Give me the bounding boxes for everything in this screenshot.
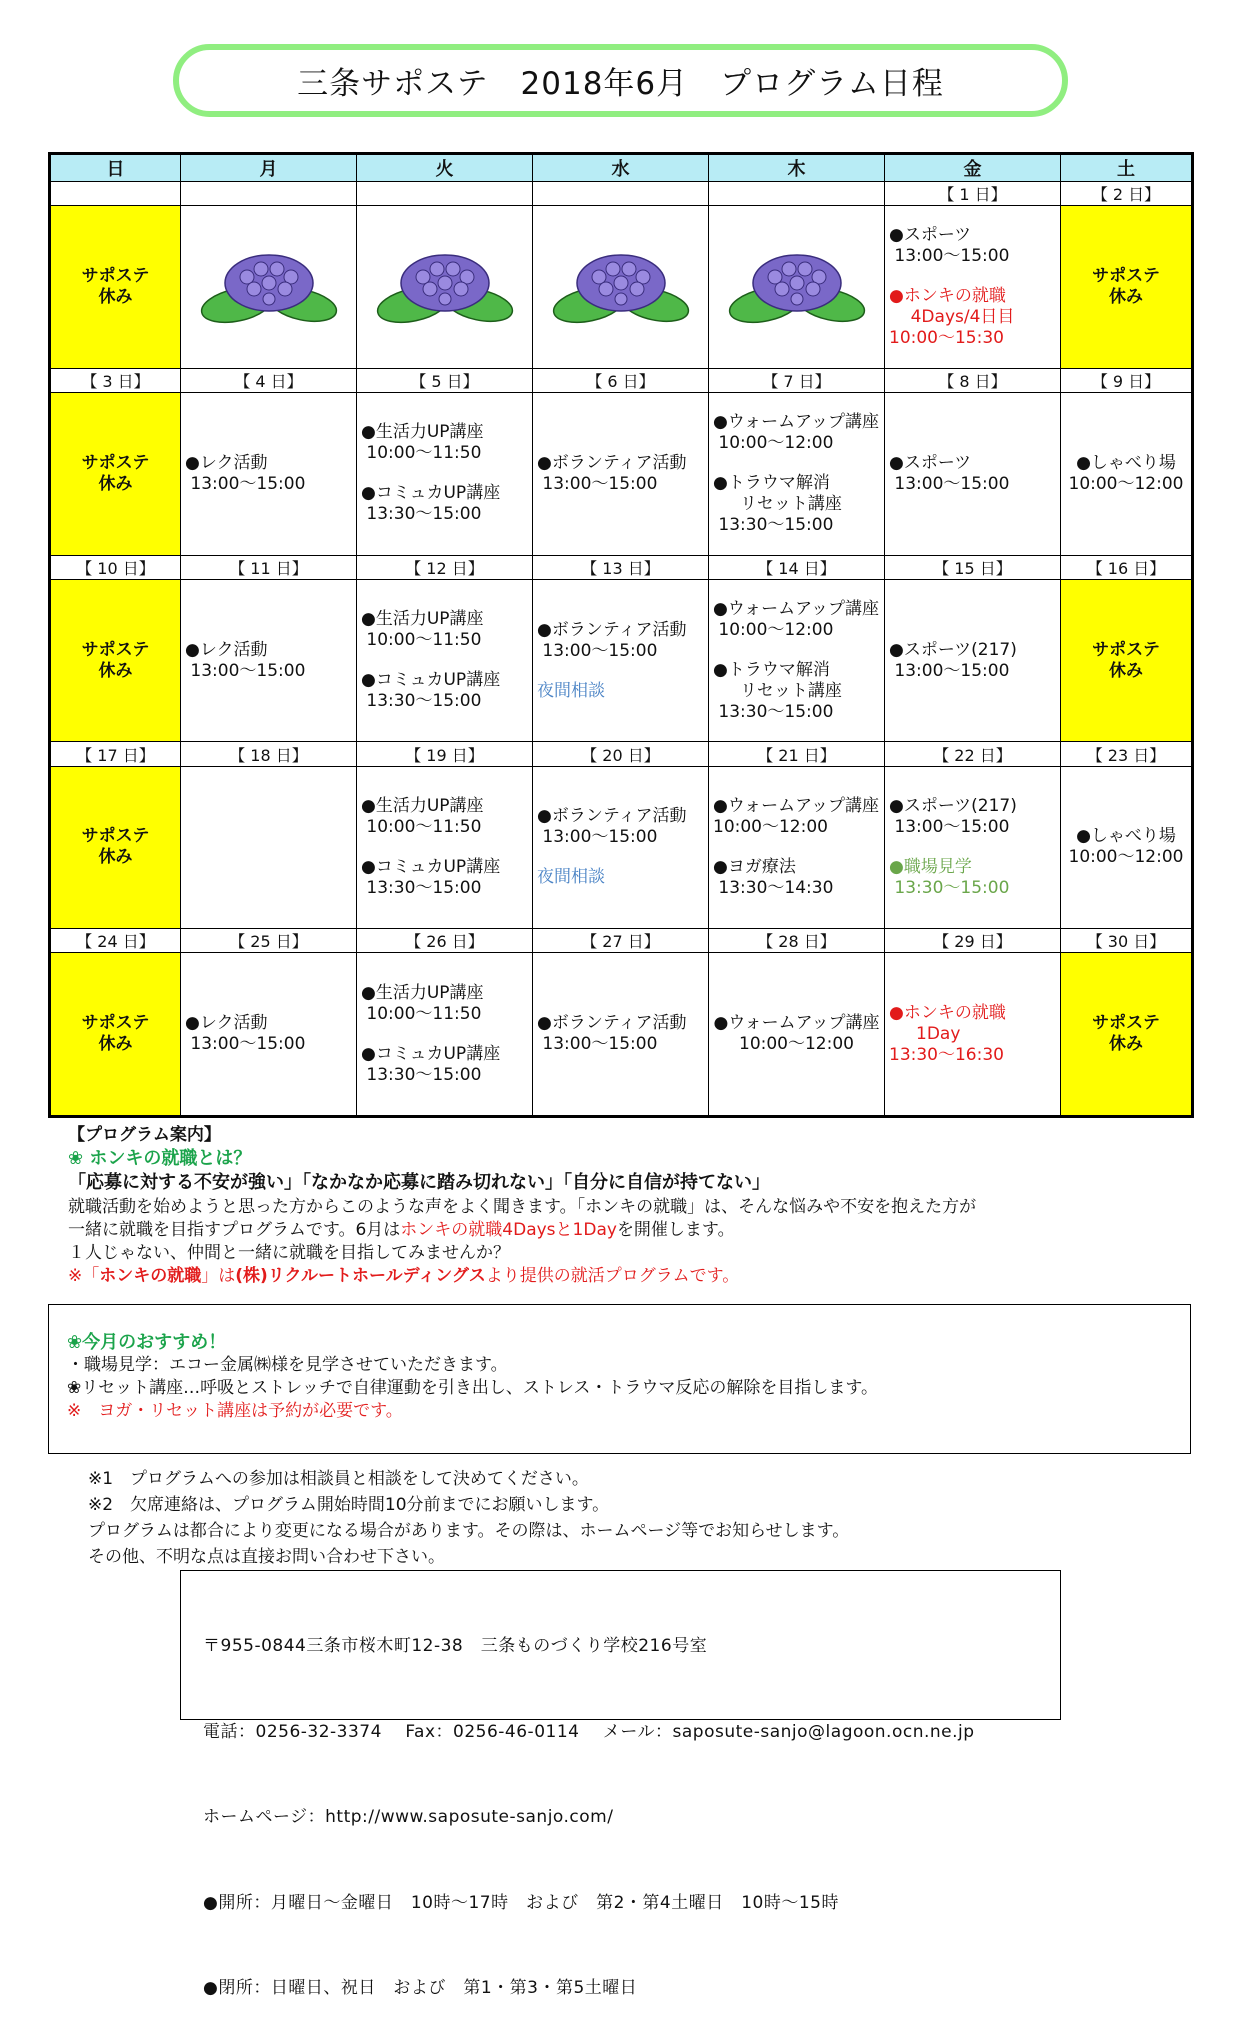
event-name: ●ボランティア活動 [537,806,687,827]
event-time: 13:00～15:00 [889,816,1010,837]
event-name: ●レク活動 [185,1013,268,1034]
night-consult-label: 夜間相談 [537,680,605,701]
date-label [181,182,357,206]
event-time: 13:30～14:30 [713,877,834,898]
weekday-fri: 金 [885,154,1061,182]
date-label: 【 4 日】 [181,368,357,392]
date-label [533,182,709,206]
event-name: ●ウォームアップ講座 [713,598,879,619]
event-name: ●コミュカUP講座 [361,1043,501,1064]
day-cell [1061,393,1193,556]
hydrangea-image [709,206,885,369]
closed-cell: サポステ 休み [1061,206,1193,369]
day-cell [533,579,709,742]
event-name: ●コミュカUP講座 [361,483,501,504]
date-label: 【 7 日】 [709,368,885,392]
event-time: 10:00～12:00 [713,816,828,837]
event-name: ●コミュカUP講座 [361,856,501,877]
events-row-week3 [50,579,1193,742]
date-row-week4 [50,742,1193,766]
event-time: 13:00～15:00 [185,473,306,494]
day-cell [357,953,533,1117]
date-label: 【 15 日】 [885,555,1061,579]
day-cell [533,393,709,556]
date-label: 【 26 日】 [357,929,533,953]
date-label: 【 23 日】 [1061,742,1193,766]
event-time: 10:00～11:50 [361,1003,482,1024]
day-cell [709,393,885,556]
date-label: 【 18 日】 [181,742,357,766]
event-name: ●しゃべり場 [1076,826,1176,847]
date-label: 【 30 日】 [1061,929,1193,953]
date-label: 【 12 日】 [357,555,533,579]
weekday-sun: 日 [50,154,181,182]
event-detail: リセット講座 [713,493,842,514]
event-name: ●ウォームアップ講座 [713,411,879,432]
event-name: ●スポーツ(217) [889,795,1017,816]
date-label: 【 8 日】 [885,368,1061,392]
day-cell [885,766,1061,929]
date-label: 【 6 日】 [533,368,709,392]
date-row-week5 [50,929,1193,953]
day-cell [181,953,357,1117]
closed-cell: サポステ 休み [50,393,181,556]
event-time: 13:30～15:00 [361,877,482,898]
guide-quote: 「応募に対する不安が強い」「なかなか応募に踏み切れない」「自分に自信が持てない」 [68,1172,770,1193]
hydrangea-image [181,206,357,369]
event-time: 13:00～15:00 [537,827,658,848]
event-name: ●レク活動 [185,452,268,473]
event-name: ●スポーツ [889,452,972,473]
contact-homepage: ホームページ：http://www.saposute-sanjo.com/ [203,1807,614,1827]
event-time: 13:00～15:00 [537,1034,658,1055]
event-name: ●生活力UP講座 [361,422,484,443]
date-row-week3 [50,555,1193,579]
date-row-week1 [50,182,1193,206]
guide-provider-note: ※「ホンキの就職」は(株)リクルートホールディングスより提供の就活プログラムです。 [68,1266,740,1286]
date-label: 【 27 日】 [533,929,709,953]
closed-cell: サポステ 休み [50,206,181,369]
event-name: ●ボランティア活動 [537,619,687,640]
event-time: 13:00～15:00 [889,660,1010,681]
hydrangea-image [357,206,533,369]
page-title: 三条サポステ 2018年6月 プログラム日程 [173,44,1068,117]
closed-cell: サポステ 休み [50,579,181,742]
recommend-item: ・職場見学：エコー金属㈱様を見学させていただきます。 [67,1355,508,1375]
weekday-header-row [50,154,1193,182]
event-name: ●トラウマ解消 [713,472,830,493]
date-label: 【 14 日】 [709,555,885,579]
weekday-tue: 火 [357,154,533,182]
event-time: 13:00～15:00 [537,640,658,661]
event-time: 13:30～15:00 [713,514,834,535]
event-time: 10:00～12:00 [1068,473,1184,494]
recommend-box [48,1304,1191,1454]
event-name: ●スポーツ(217) [889,639,1017,660]
guide-heading: 【プログラム案内】 [68,1125,221,1145]
guide-subtitle: ❀ ホンキの就職とは？ [68,1148,252,1169]
date-label: 【 9 日】 [1061,368,1193,392]
closed-cell: サポステ 休み [1061,953,1193,1117]
event-time: 13:30～16:30 [889,1044,1004,1065]
date-label: 【 25 日】 [181,929,357,953]
closed-cell: サポステ 休み [1061,579,1193,742]
contact-closed-days: ●閉所：日曜日、祝日 および 第1・第3・第5土曜日 [203,1978,638,1998]
event-name: ●レク活動 [185,639,268,660]
event-name: ●しゃべり場 [1076,452,1176,473]
event-name: ●コミュカUP講座 [361,670,501,691]
event-time: 10:00～12:00 [713,432,834,453]
event-name: ●ホンキの就職 [889,286,1006,307]
day-cell [357,579,533,742]
event-time: 13:00～15:00 [185,1034,306,1055]
event-name: ●職場見学 [889,856,972,877]
date-label: 【 1 日】 [885,182,1061,206]
event-name: ●ボランティア活動 [537,1013,687,1034]
weekday-sat: 土 [1061,154,1193,182]
event-name: ●ウォームアップ講座 [713,795,879,816]
calendar-table [48,152,1194,1118]
contact-phone: 電話：0256-32-3374 Fax：0256-46-0114 メール：saposute-sanjo@lagoon.ocn.ne.jp [203,1721,975,1742]
date-label: 【 16 日】 [1061,555,1193,579]
night-consult-label: 夜間相談 [537,867,605,888]
day-cell-fri-1 [885,206,1061,369]
event-time: 10:00～11:50 [361,816,482,837]
day-cell [709,953,885,1117]
closed-cell: サポステ 休み [50,953,181,1117]
date-label: 【 19 日】 [357,742,533,766]
event-name: ●ウォームアップ講座 [713,1013,880,1034]
contact-box [180,1570,1061,1998]
contact-open-hours: ●開所：月曜日～金曜日 10時～17時 および 第2・第4土曜日 10時～15時 [203,1892,839,1913]
date-label [50,182,181,206]
event-time: 13:00～15:00 [889,246,1010,267]
events-row-week5 [50,953,1193,1117]
day-cell [181,579,357,742]
events-row-week1 [50,206,1193,369]
day-cell [709,766,885,929]
day-cell [885,953,1061,1117]
date-label: 【 24 日】 [50,929,181,953]
day-cell [1061,766,1193,929]
footnote: ※1 プログラムへの参加は相談員と相談をして決めてください。 [88,1469,589,1489]
footnotes [88,1466,849,1570]
event-time: 13:00～15:00 [889,473,1010,494]
event-time: 13:30～15:00 [361,1064,482,1085]
date-label: 【 21 日】 [709,742,885,766]
events-row-week2 [50,393,1193,556]
guide-paragraph: 就職活動を始めようと思った方からこのような声をよく聞きます。「ホンキの就職」は、そんな悩みや不安を抱えた方が [68,1197,977,1217]
contact-address: 〒955-0844三条市桜木町12-38 三条ものづくり学校216号室 [203,1636,708,1656]
event-name: ●生活力UP講座 [361,609,484,630]
hydrangea-flower-icon [199,247,339,327]
date-label: 【 29 日】 [885,929,1061,953]
event-time: 13:30～15:00 [361,691,482,712]
event-time: 10:00～12:00 [713,619,834,640]
day-cell [709,579,885,742]
event-name: ●ヨガ療法 [713,856,796,877]
date-label: 【 20 日】 [533,742,709,766]
day-cell [533,953,709,1117]
event-name: ●トラウマ解消 [713,659,830,680]
date-label: 【 28 日】 [709,929,885,953]
guide-paragraph: 一緒に就職を目指すプログラムです。6月はホンキの就職4Daysと1Dayを開催します。 [68,1220,735,1240]
event-time: 13:00～15:00 [537,473,658,494]
day-cell [357,393,533,556]
event-time: 10:00～11:50 [361,630,482,651]
hydrangea-flower-icon [727,247,867,327]
date-label: 【 2 日】 [1061,182,1193,206]
hydrangea-image [533,206,709,369]
hydrangea-flower-icon [375,247,515,327]
day-cell [885,579,1061,742]
event-time: 10:00～11:50 [361,443,482,464]
events-row-week4 [50,766,1193,929]
date-label: 【 10 日】 [50,555,181,579]
program-guide [68,1124,1168,1288]
weekday-thu: 木 [709,154,885,182]
event-time: 10:00～12:00 [1068,847,1184,868]
recommend-title: ❀今月のおすすめ！ [67,1332,227,1353]
date-label: 【 5 日】 [357,368,533,392]
event-detail: リセット講座 [713,680,842,701]
date-label: 【 13 日】 [533,555,709,579]
date-label: 【 3 日】 [50,368,181,392]
recommend-note: ※ ヨガ・リセット講座は予約が必要です。 [67,1401,403,1421]
event-name: ●ボランティア活動 [537,452,687,473]
event-name: ●スポーツ [889,225,972,246]
day-cell [357,766,533,929]
date-label [709,182,885,206]
footnote: その他、不明な点は直接お問い合わせ下さい。 [88,1547,445,1567]
footnote: ※2 欠席連絡は、プログラム開始時間10分前までにお願いします。 [88,1495,610,1515]
weekday-wed: 水 [533,154,709,182]
footnote: プログラムは都合により変更になる場合があります。その際は、ホームページ等でお知らせします。 [88,1521,850,1541]
day-cell-empty [181,766,357,929]
event-time: 13:00～15:00 [185,660,306,681]
event-detail: 1Day [889,1023,961,1044]
event-name: ●ホンキの就職 [889,1002,1006,1023]
date-label: 【 17 日】 [50,742,181,766]
day-cell [181,393,357,556]
date-label [357,182,533,206]
date-row-week2 [50,368,1193,392]
event-name: ●生活力UP講座 [361,795,484,816]
event-detail: 4Days/4日目 [889,307,1015,328]
event-name: ●生活力UP講座 [361,982,484,1003]
day-cell [885,393,1061,556]
event-time: 13:30～15:00 [713,701,834,722]
event-time: 10:00～15:30 [889,328,1004,349]
date-label: 【 11 日】 [181,555,357,579]
recommend-item: ❀リセット講座…呼吸とストレッチで自律運動を引き出し、ストレス・トラウマ反応の解除を目指します。 [67,1378,879,1398]
date-label: 【 22 日】 [885,742,1061,766]
closed-cell: サポステ 休み [50,766,181,929]
event-time: 10:00～12:00 [739,1034,854,1055]
guide-paragraph: １人じゃない、仲間と一緒に就職を目指してみませんか？ [68,1243,510,1263]
event-time: 13:30～15:00 [889,877,1010,898]
weekday-mon: 月 [181,154,357,182]
event-time: 13:30～15:00 [361,504,482,525]
hydrangea-flower-icon [551,247,691,327]
day-cell [533,766,709,929]
